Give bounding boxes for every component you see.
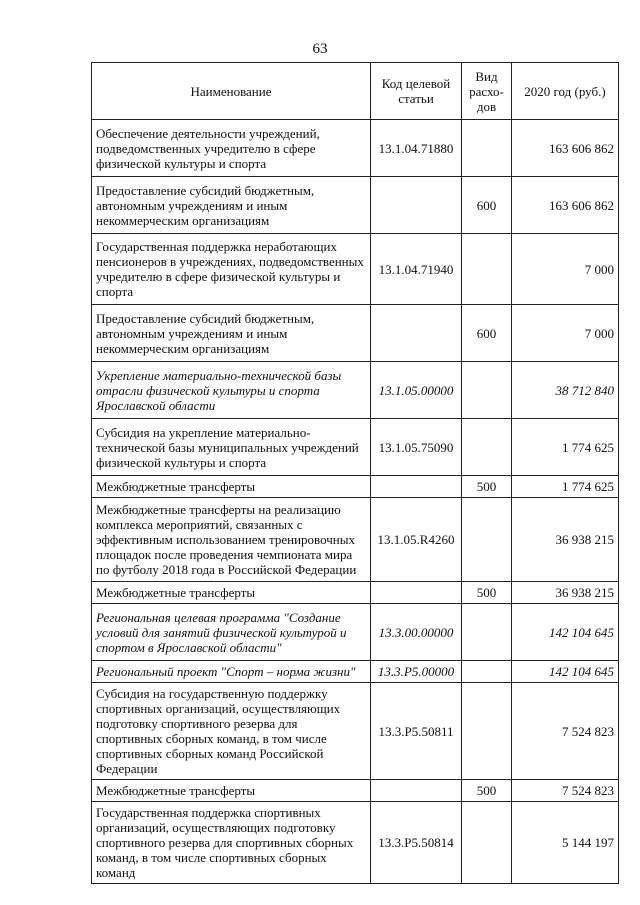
- cell-expense-type: 600: [462, 177, 512, 234]
- cell-sum: 142 104 645: [512, 604, 619, 661]
- cell-name: Межбюджетные трансферты на реализацию комплекса мероприятий, связанных с эффективным использованием тренировочных площадок после проведения чемпионата мира по футболу 2018 года в Российской Федерации: [92, 498, 371, 582]
- cell-name: Межбюджетные трансферты: [92, 582, 371, 604]
- cell-sum: 36 938 215: [512, 498, 619, 582]
- cell-expense-type: 500: [462, 476, 512, 498]
- table-row: [92, 604, 619, 661]
- cell-sum: 1 774 625: [512, 419, 619, 476]
- cell-name: Обеспечение деятельности учреждений, подведомственных учредителю в сфере физической культуры и спорта: [92, 120, 371, 177]
- cell-sum: 7 000: [512, 234, 619, 305]
- header-expense-type: Вид расхо-дов: [462, 63, 512, 120]
- table-row: [92, 476, 619, 498]
- cell-expense-type: 600: [462, 305, 512, 362]
- table-row: [92, 305, 619, 362]
- table-row: [92, 802, 619, 884]
- table-row: [92, 419, 619, 476]
- table-row: [92, 120, 619, 177]
- cell-name: Региональный проект "Спорт – норма жизни": [92, 661, 371, 683]
- cell-sum: 7 524 823: [512, 683, 619, 780]
- cell-code: 13.1.04.71940: [371, 234, 462, 305]
- table-row: [92, 362, 619, 419]
- cell-code: [371, 582, 462, 604]
- cell-name: Предоставление субсидий бюджетным, автономным учреждениям и иным некоммерческим организациям: [92, 177, 371, 234]
- cell-name: Государственная поддержка неработающих пенсионеров в учреждениях, подведомственных учредителю в сфере физической культуры и спорта: [92, 234, 371, 305]
- header-code: Код целевой статьи: [371, 63, 462, 120]
- cell-name: Государственная поддержка спортивных организаций, осуществляющих подготовку спортивного резерва для спортивных сборных команд, в том числе спортивных сборных команд: [92, 802, 371, 884]
- cell-expense-type: [462, 419, 512, 476]
- cell-code: 13.3.P5.50811: [371, 683, 462, 780]
- cell-name: Межбюджетные трансферты: [92, 476, 371, 498]
- table-row: [92, 683, 619, 780]
- cell-sum: 38 712 840: [512, 362, 619, 419]
- cell-code: 13.3.P5.00000: [371, 661, 462, 683]
- cell-sum: 5 144 197: [512, 802, 619, 884]
- budget-table: [91, 62, 619, 884]
- cell-sum: 163 606 862: [512, 177, 619, 234]
- cell-sum: 7 000: [512, 305, 619, 362]
- cell-name: Предоставление субсидий бюджетным, автономным учреждениям и иным некоммерческим организациям: [92, 305, 371, 362]
- table-row: [92, 661, 619, 683]
- cell-code: [371, 177, 462, 234]
- cell-sum: 163 606 862: [512, 120, 619, 177]
- table-header-row: [92, 63, 619, 120]
- cell-code: [371, 780, 462, 802]
- cell-code: 13.1.05.75090: [371, 419, 462, 476]
- cell-name: Укрепление материально-технической базы отрасли физической культуры и спорта Ярославской области: [92, 362, 371, 419]
- page-number: 63: [312, 41, 328, 57]
- cell-code: [371, 305, 462, 362]
- cell-expense-type: [462, 498, 512, 582]
- cell-code: 13.1.04.71880: [371, 120, 462, 177]
- cell-expense-type: [462, 234, 512, 305]
- header-name: Наименование: [92, 63, 371, 120]
- cell-expense-type: [462, 120, 512, 177]
- cell-expense-type: 500: [462, 582, 512, 604]
- header-sum-2020: 2020 год (руб.): [512, 63, 619, 120]
- cell-sum: 142 104 645: [512, 661, 619, 683]
- cell-expense-type: [462, 362, 512, 419]
- cell-sum: 1 774 625: [512, 476, 619, 498]
- table-row: [92, 582, 619, 604]
- cell-code: [371, 476, 462, 498]
- cell-name: Субсидия на государственную поддержку спортивных организаций, осуществляющих подготовку спортивного резерва для спортивных сборных команд, в том числе спортивных сборных команд Российской Федерации: [92, 683, 371, 780]
- cell-name: Межбюджетные трансферты: [92, 780, 371, 802]
- cell-code: 13.1.05.00000: [371, 362, 462, 419]
- table-row: [92, 780, 619, 802]
- table-row: [92, 498, 619, 582]
- cell-expense-type: 500: [462, 780, 512, 802]
- cell-expense-type: [462, 661, 512, 683]
- cell-sum: 36 938 215: [512, 582, 619, 604]
- cell-name: Региональная целевая программа "Создание условий для занятий физической культурой и спортом в Ярославской области": [92, 604, 371, 661]
- table-row: [92, 234, 619, 305]
- table-row: [92, 177, 619, 234]
- cell-code: 13.1.05.R4260: [371, 498, 462, 582]
- cell-name: Субсидия на укрепление материально-технической базы муниципальных учреждений физической культуры и спорта: [92, 419, 371, 476]
- cell-code: 13.3.P5.50814: [371, 802, 462, 884]
- cell-expense-type: [462, 604, 512, 661]
- cell-expense-type: [462, 802, 512, 884]
- cell-sum: 7 524 823: [512, 780, 619, 802]
- cell-expense-type: [462, 683, 512, 780]
- cell-code: 13.3.00.00000: [371, 604, 462, 661]
